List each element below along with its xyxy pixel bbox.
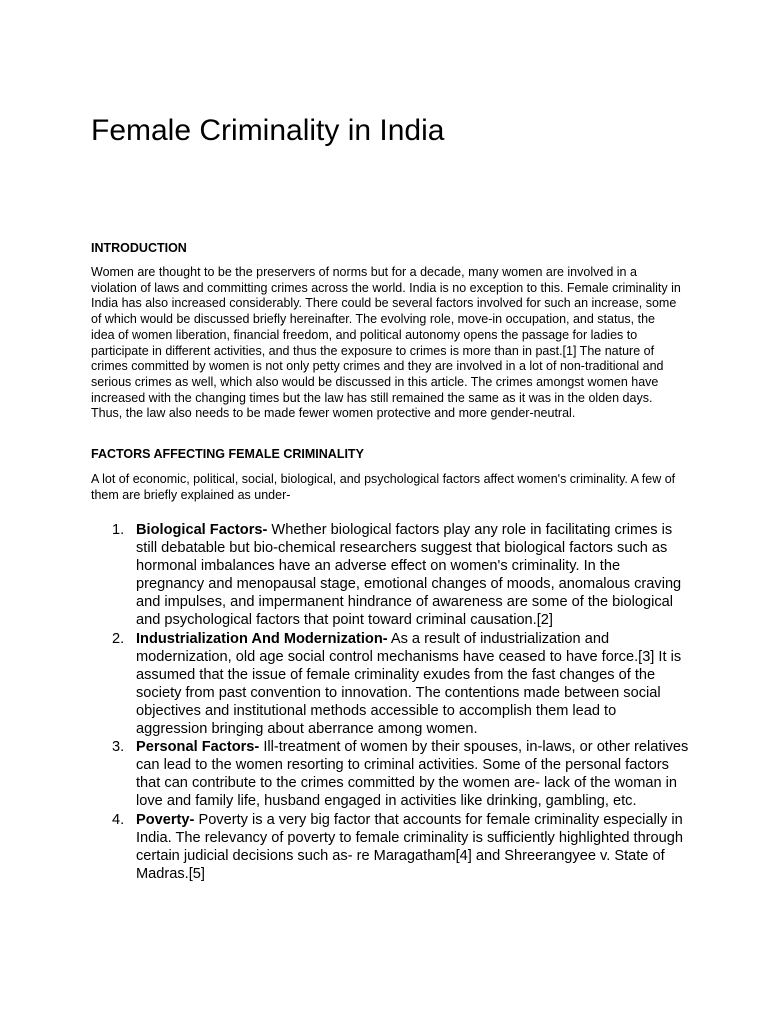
list-item-heading: Personal Factors- (136, 739, 260, 756)
page-title: Female Criminality in India (91, 114, 445, 147)
list-item-number: 3. (112, 739, 125, 756)
list-item-heading: Poverty- (136, 811, 195, 828)
factors-list (91, 521, 691, 883)
introduction-paragraph: Women are thought to be the preservers of norms but for a decade, many women are involved in a violation of laws and committing crimes across the world. India is no exception to this. Female criminality in India has also increased considerably. There could be several factors involved for such an increase, some of which would be discussed briefly hereinafter. The evolving role, move-in occupation, and status, the idea of women liberation, financial freedom, and political autonomy opens the passage for ladies to participate in different activities, and thus the exposure to crimes is more than in past.[1] The nature of crimes committed by women is not only petty crimes and they are involved in a lot of non-traditional and serious crimes as well, which also would be discussed in this article. The crimes amongst women have increased with the changing times but the law has still remained the same as it was in the olden days. Thus, the law also needs to be made fewer women protective and more gender-neutral. (91, 265, 681, 421)
list-item (91, 811, 691, 883)
list-item-heading: Industrialization And Modernization- (136, 630, 388, 647)
list-item-number: 1. (112, 522, 125, 538)
list-item (91, 630, 691, 739)
list-item (91, 521, 691, 630)
list-item-text: Ill-treatment of women by their spouses, in-laws, or other relatives can lead to the women resorting to criminal activities. Some of the personal factors that can contribute to the crimes committed by the women are- lack of the woman in love and family life, husband engaged in activities like drinking, gambling, etc. (136, 739, 689, 810)
list-item-number: 2. (112, 630, 125, 647)
factors-heading: FACTORS AFFECTING FEMALE CRIMINALITY (91, 447, 364, 461)
list-item-number: 4. (112, 811, 125, 828)
introduction-heading: INTRODUCTION (91, 241, 187, 255)
list-item (91, 738, 691, 810)
factors-intro-paragraph: A lot of economic, political, social, biological, and psychological factors affect women's criminality. A few of them are briefly explained as under- (91, 472, 676, 502)
list-item-text: Whether biological factors play any role in facilitating crimes is still debatable but bio-chemical researchers suggest that biological factors such as hormonal imbalances have an adverse effect on women's criminality. In the pregnancy and menopausal stage, emotional changes of moods, anomalous craving and impulses, and impermanent hindrance of awareness are some of the biological and psychological factors that point toward criminal causation.[2] (136, 522, 682, 629)
list-item-text: As a result of industrialization and modernization, old age social control mechanisms have ceased to have force.[3] It is assumed that the issue of female criminality exudes from the fast changes of the society from past convention to innovation. The contentions made between social objectives and institutional methods accessible to accomplish them lead to aggression bringing about aberrance among women. (136, 630, 682, 738)
list-item-heading: Biological Factors- (136, 522, 268, 538)
list-item-text: Poverty is a very big factor that accounts for female criminality especially in India. The relevancy of poverty to female criminality is sufficiently highlighted through certain judicial decisions such as- re Maragatham[4] and Shreerangyee v. State of Madras.[5] (136, 811, 684, 882)
